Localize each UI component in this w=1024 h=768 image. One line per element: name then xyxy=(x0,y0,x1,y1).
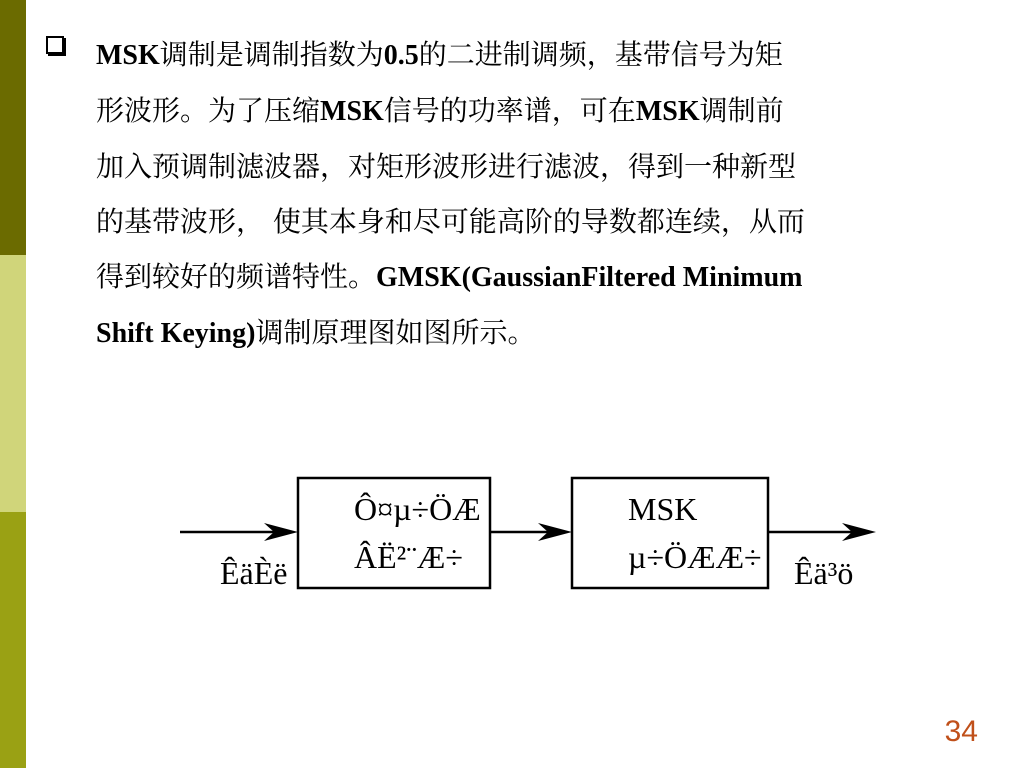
text-run: 调制原理图如图所示。 xyxy=(255,316,536,349)
text-run: 调制前 xyxy=(699,94,784,127)
text-run: MSK xyxy=(96,40,160,71)
paragraph-line-4: 的基带波形， 使其本身和尽可能高阶的导数都连续，从而 xyxy=(96,205,805,238)
text-run: 得到较好的频谱特性。 xyxy=(96,260,377,293)
text-run: GMSK(GaussianFiltered Minimum xyxy=(376,262,803,293)
text-run: 信号的功率谱，可在 xyxy=(383,94,636,127)
text-run: 的二进制调频，基带信号为矩 xyxy=(418,38,783,71)
text-run: 调制是调制指数为 xyxy=(159,38,384,71)
text-run: 0.5 xyxy=(383,40,419,71)
paragraph-line-3: 加入预调制滤波器，对矩形波形进行滤波，得到一种新型 xyxy=(96,150,797,183)
text-run: MSK xyxy=(635,96,700,127)
prefilter-label-line-1: Ô¤µ÷ÖÆ xyxy=(354,491,481,527)
prefilter-label-line-2: ÂË²¨Æ÷ xyxy=(354,539,463,575)
text-run: MSK xyxy=(320,96,384,127)
text-run: Shift Keying) xyxy=(96,318,256,349)
page-number: 34 xyxy=(944,715,978,748)
input-label: ÊäÈë xyxy=(220,555,288,591)
msk-label-line-2: µ÷ÖÆÆ÷ xyxy=(628,539,762,575)
text-run: 形波形。为了压缩 xyxy=(96,94,321,127)
output-label: Êä³ö xyxy=(794,555,854,591)
msk-label-line-1: MSK xyxy=(628,491,698,527)
